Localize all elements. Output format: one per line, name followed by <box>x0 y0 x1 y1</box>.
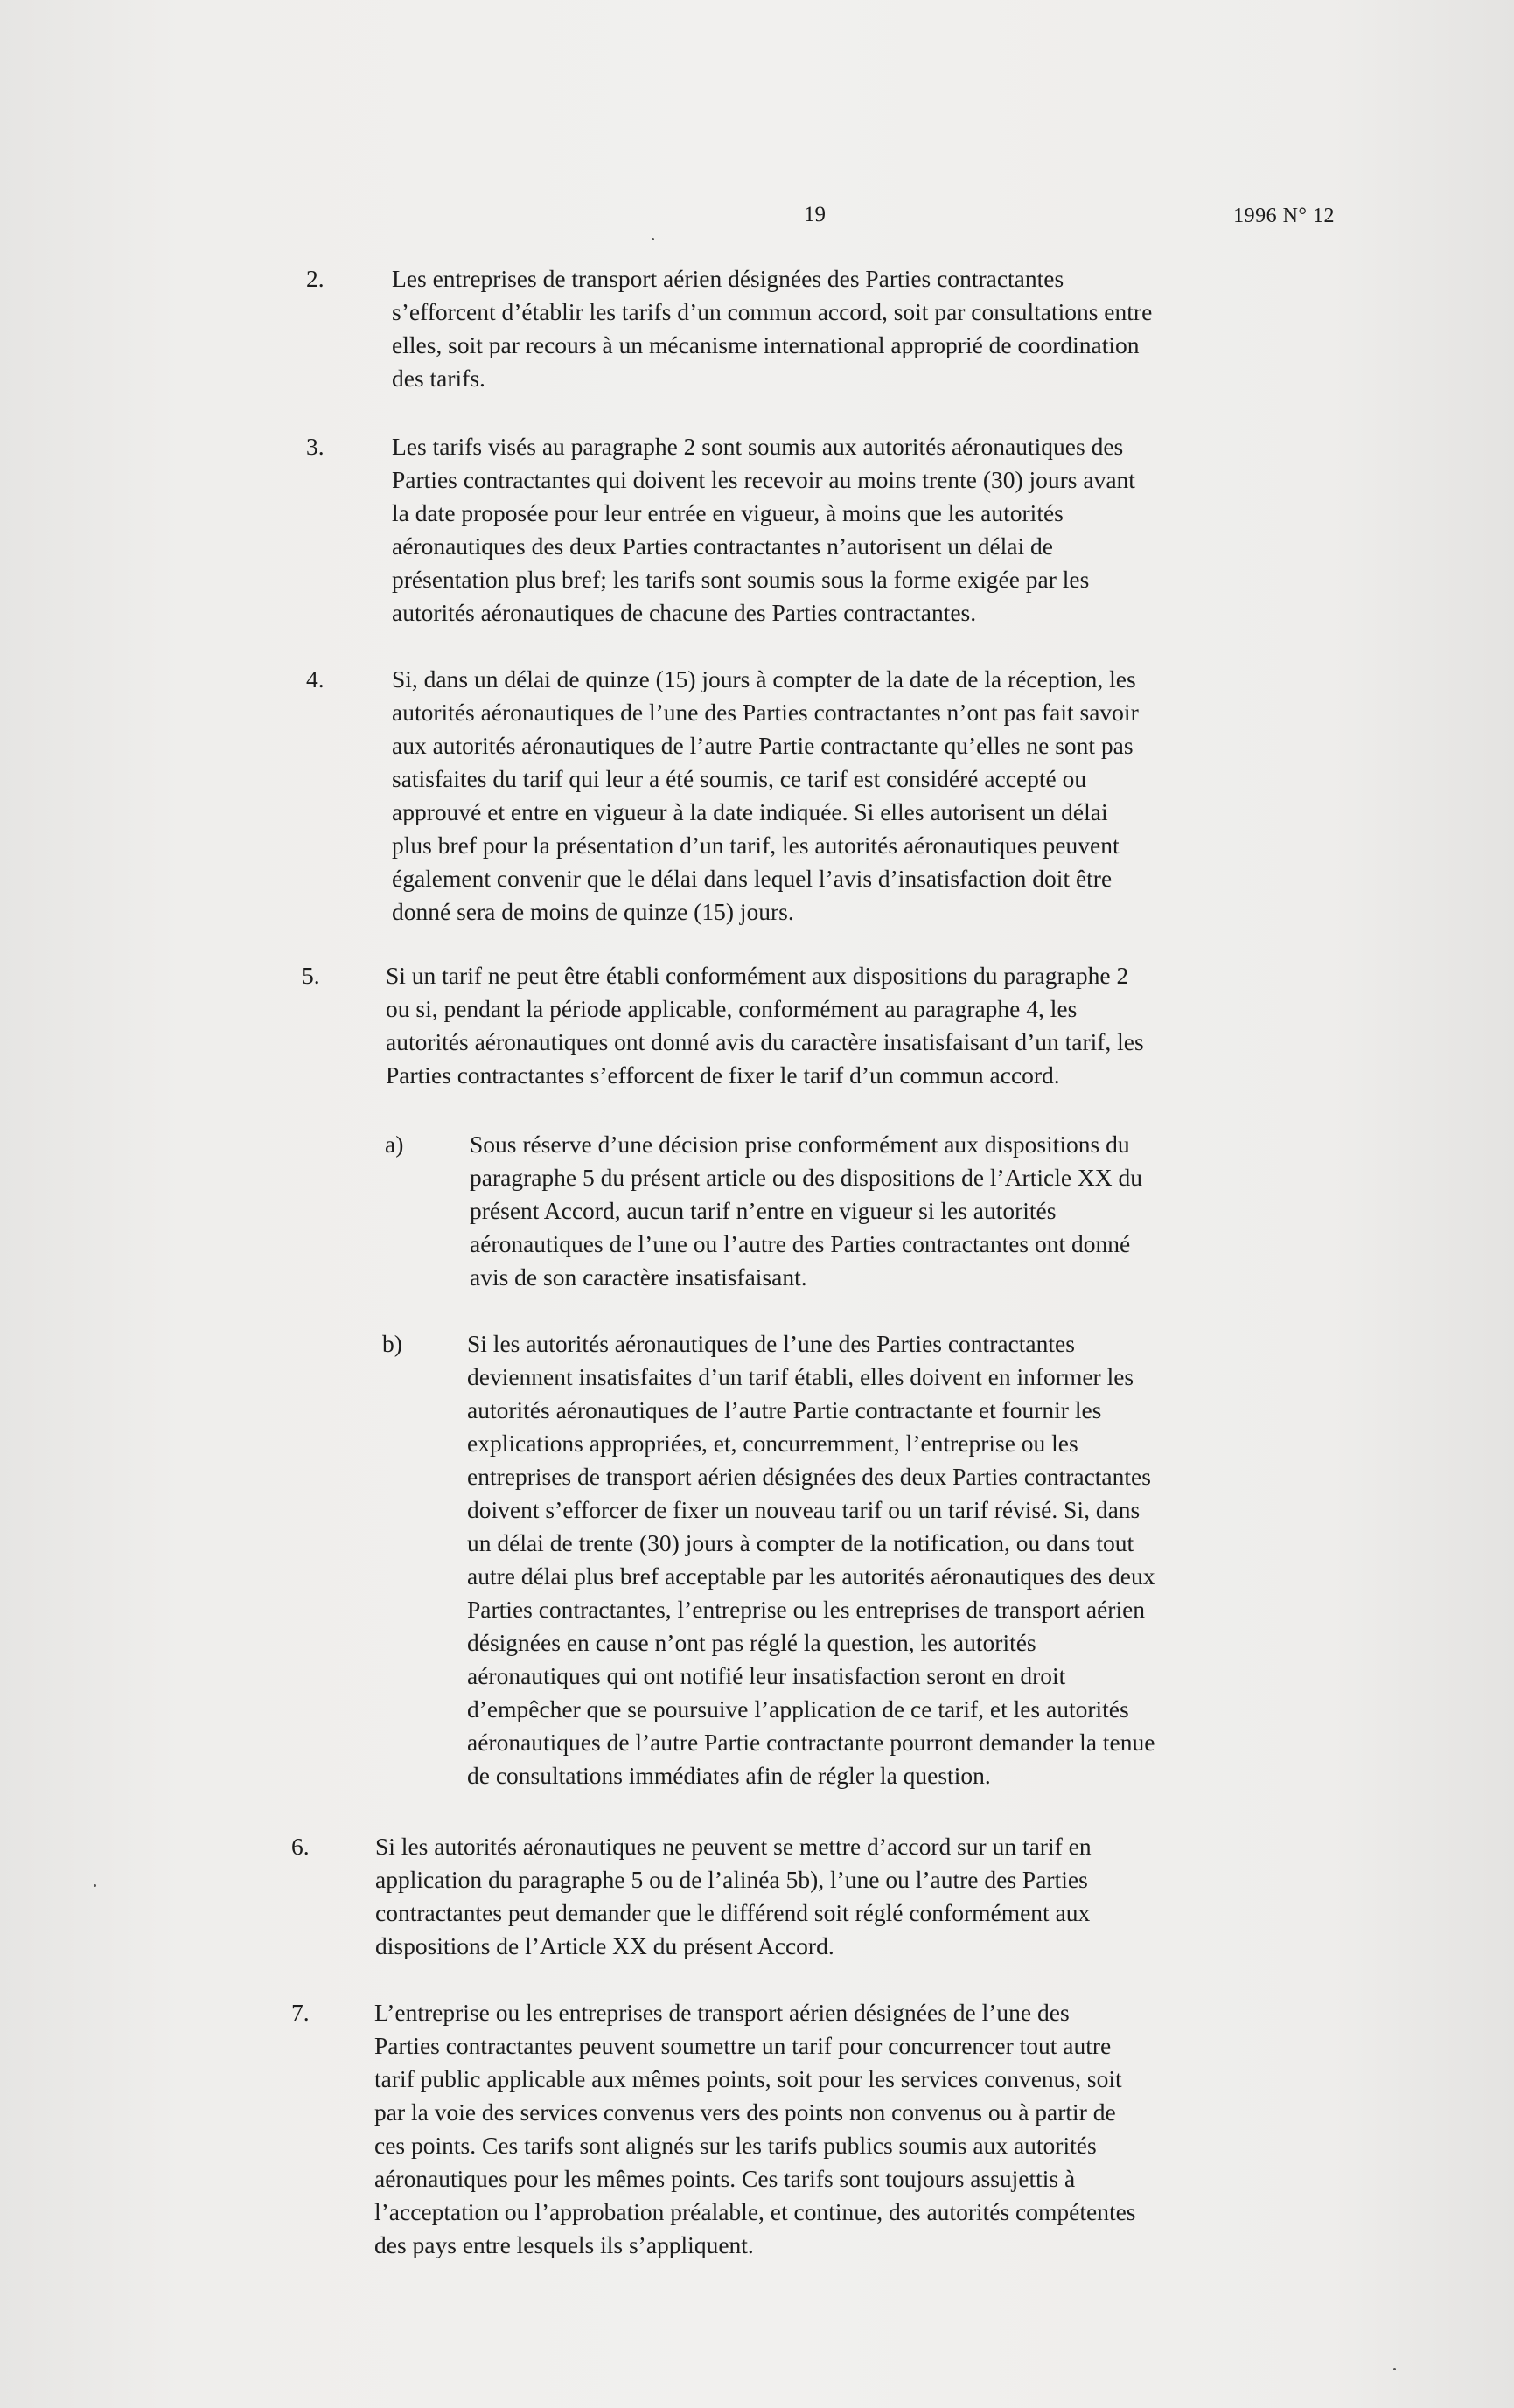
text-line: Si les autorités aéronautiques de l’une des Parties contractantes <box>467 1330 1075 1357</box>
paragraph-number: 6. <box>291 1833 310 1860</box>
text-line: Les tarifs visés au paragraphe 2 sont soumis aux autorités aéronautiques des <box>392 433 1124 460</box>
text-line: dispositions de l’Article XX du présent Accord. <box>375 1932 834 1959</box>
subparagraph-text <box>467 1327 1155 1792</box>
text-line: paragraphe 5 du présent article ou des dispositions de l’Article XX du <box>470 1164 1143 1191</box>
text-line: Si, dans un délai de quinze (15) jours à compter de la date de la réception, les <box>392 665 1136 692</box>
subparagraph-letter: b) <box>382 1330 402 1357</box>
text-line: présent Accord, aucun tarif n’entre en vigueur si les autorités <box>470 1197 1057 1224</box>
text-line: donné sera de moins de quinze (15) jours. <box>392 898 794 925</box>
text-line: Si les autorités aéronautiques ne peuvent se mettre d’accord sur un tarif en <box>375 1833 1092 1860</box>
text-line: aéronautiques de l’une ou l’autre des Parties contractantes ont donné <box>470 1230 1131 1257</box>
text-line: la date proposée pour leur entrée en vigueur, à moins que les autorités <box>392 499 1064 526</box>
text-line: aéronautiques qui ont notifié leur insatisfaction seront en droit <box>467 1662 1066 1689</box>
text-line: s’efforcent d’établir les tarifs d’un commun accord, soit par consultations entre <box>392 298 1153 325</box>
paragraph-text <box>374 1996 1136 2262</box>
text-line: autorités aéronautiques ont donné avis du caractère insatisfaisant d’un tarif, les <box>386 1028 1144 1055</box>
paragraph-text <box>392 262 1152 395</box>
text-line: elles, soit par recours à un mécanisme international approprié de coordination <box>392 331 1140 358</box>
text-line: autorités aéronautiques de chacune des Parties contractantes. <box>392 599 977 626</box>
text-line: avis de son caractère insatisfaisant. <box>470 1263 807 1291</box>
text-line: par la voie des services convenus vers des points non convenus ou à partir de <box>374 2098 1116 2126</box>
text-line: des tarifs. <box>392 365 485 392</box>
text-line: Parties contractantes s’efforcent de fixer le tarif d’un commun accord. <box>386 1061 1060 1089</box>
text-line: doivent s’efforcer de fixer un nouveau tarif ou un tarif révisé. Si, dans <box>467 1496 1141 1523</box>
paragraph-number: 5. <box>302 962 320 989</box>
text-line: d’empêcher que se poursuive l’application de ce tarif, et les autorités <box>467 1695 1129 1722</box>
text-line: de consultations immédiates afin de régler la question. <box>467 1762 991 1789</box>
document-reference: 1996 N° 12 <box>1233 205 1335 227</box>
text-line: application du paragraphe 5 ou de l’alinéa 5b), l’une ou l’autre des Parties <box>375 1866 1088 1893</box>
text-line: autorités aéronautiques de l’autre Partie contractante et fournir les <box>467 1396 1102 1423</box>
text-line: Parties contractantes peuvent soumettre un tarif pour concurrencer tout autre <box>374 2032 1112 2059</box>
text-line: aéronautiques des deux Parties contractantes n’autorisent un délai de <box>392 532 1053 560</box>
scan-speck <box>1393 2368 1396 2370</box>
scan-speck <box>94 1884 96 1887</box>
text-line: désignées en cause n’ont pas réglé la question, les autorités <box>467 1629 1036 1656</box>
text-line: présentation plus bref; les tarifs sont soumis sous la forme exigée par les <box>392 566 1090 593</box>
paragraph-text <box>386 959 1144 1092</box>
paragraph-number: 2. <box>306 265 324 292</box>
text-line: l’acceptation ou l’approbation préalable, et continue, des autorités compétentes <box>374 2198 1136 2225</box>
paragraph-number: 3. <box>306 433 324 460</box>
text-line: Parties contractantes qui doivent les recevoir au moins trente (30) jours avant <box>392 466 1135 493</box>
page-number: 19 <box>804 203 826 226</box>
text-line: plus bref pour la présentation d’un tarif, les autorités aéronautiques peuvent <box>392 832 1120 859</box>
text-line: explications appropriées, et, concurremment, l’entreprise ou les <box>467 1430 1078 1457</box>
text-line: contractantes peut demander que le différend soit réglé conformément aux <box>375 1899 1091 1926</box>
text-line: ou si, pendant la période applicable, conformément au paragraphe 4, les <box>386 995 1078 1022</box>
paragraph-text <box>392 430 1135 630</box>
text-line: des pays entre lesquels ils s’appliquent. <box>374 2231 754 2258</box>
text-line: satisfaites du tarif qui leur a été soumis, ce tarif est considéré accepté ou <box>392 765 1087 792</box>
text-line: ces points. Ces tarifs sont alignés sur les tarifs publics soumis aux autorités <box>374 2132 1097 2159</box>
paragraph-text <box>375 1830 1092 1963</box>
text-line: deviennent insatisfaites d’un tarif établi, elles doivent en informer les <box>467 1363 1134 1390</box>
text-line: entreprises de transport aérien désignées des deux Parties contractantes <box>467 1463 1151 1490</box>
text-line: aux autorités aéronautiques de l’autre Partie contractante qu’elles ne sont pas <box>392 732 1134 759</box>
text-line: autre délai plus bref acceptable par les autorités aéronautiques des deux <box>467 1562 1155 1590</box>
text-line: tarif public applicable aux mêmes points, soit pour les services convenus, soit <box>374 2065 1122 2092</box>
text-line: un délai de trente (30) jours à compter de la notification, ou dans tout <box>467 1529 1134 1556</box>
text-line: également convenir que le délai dans lequel l’avis d’insatisfaction doit être <box>392 865 1113 892</box>
subparagraph-letter: a) <box>385 1131 404 1158</box>
text-line: approuvé et entre en vigueur à la date indiquée. Si elles autorisent un délai <box>392 798 1108 825</box>
text-line: aéronautiques de l’autre Partie contractante pourront demander la tenue <box>467 1729 1155 1756</box>
paragraph-number: 7. <box>291 1999 310 2026</box>
text-line: L’entreprise ou les entreprises de transport aérien désignées de l’une des <box>374 1999 1070 2026</box>
text-line: Les entreprises de transport aérien désignées des Parties contractantes <box>392 265 1064 292</box>
text-line: Sous réserve d’une décision prise conformément aux dispositions du <box>470 1131 1130 1158</box>
subparagraph-text <box>470 1128 1142 1294</box>
text-line: autorités aéronautiques de l’une des Parties contractantes n’ont pas fait savoir <box>392 699 1139 726</box>
paragraph-text <box>392 663 1139 929</box>
text-line: Parties contractantes, l’entreprise ou les entreprises de transport aérien <box>467 1596 1146 1623</box>
text-line: aéronautiques pour les mêmes points. Ces tarifs sont toujours assujettis à <box>374 2165 1076 2192</box>
text-line: Si un tarif ne peut être établi conformément aux dispositions du paragraphe 2 <box>386 962 1129 989</box>
paragraph-number: 4. <box>306 665 324 692</box>
scan-speck <box>652 238 654 240</box>
